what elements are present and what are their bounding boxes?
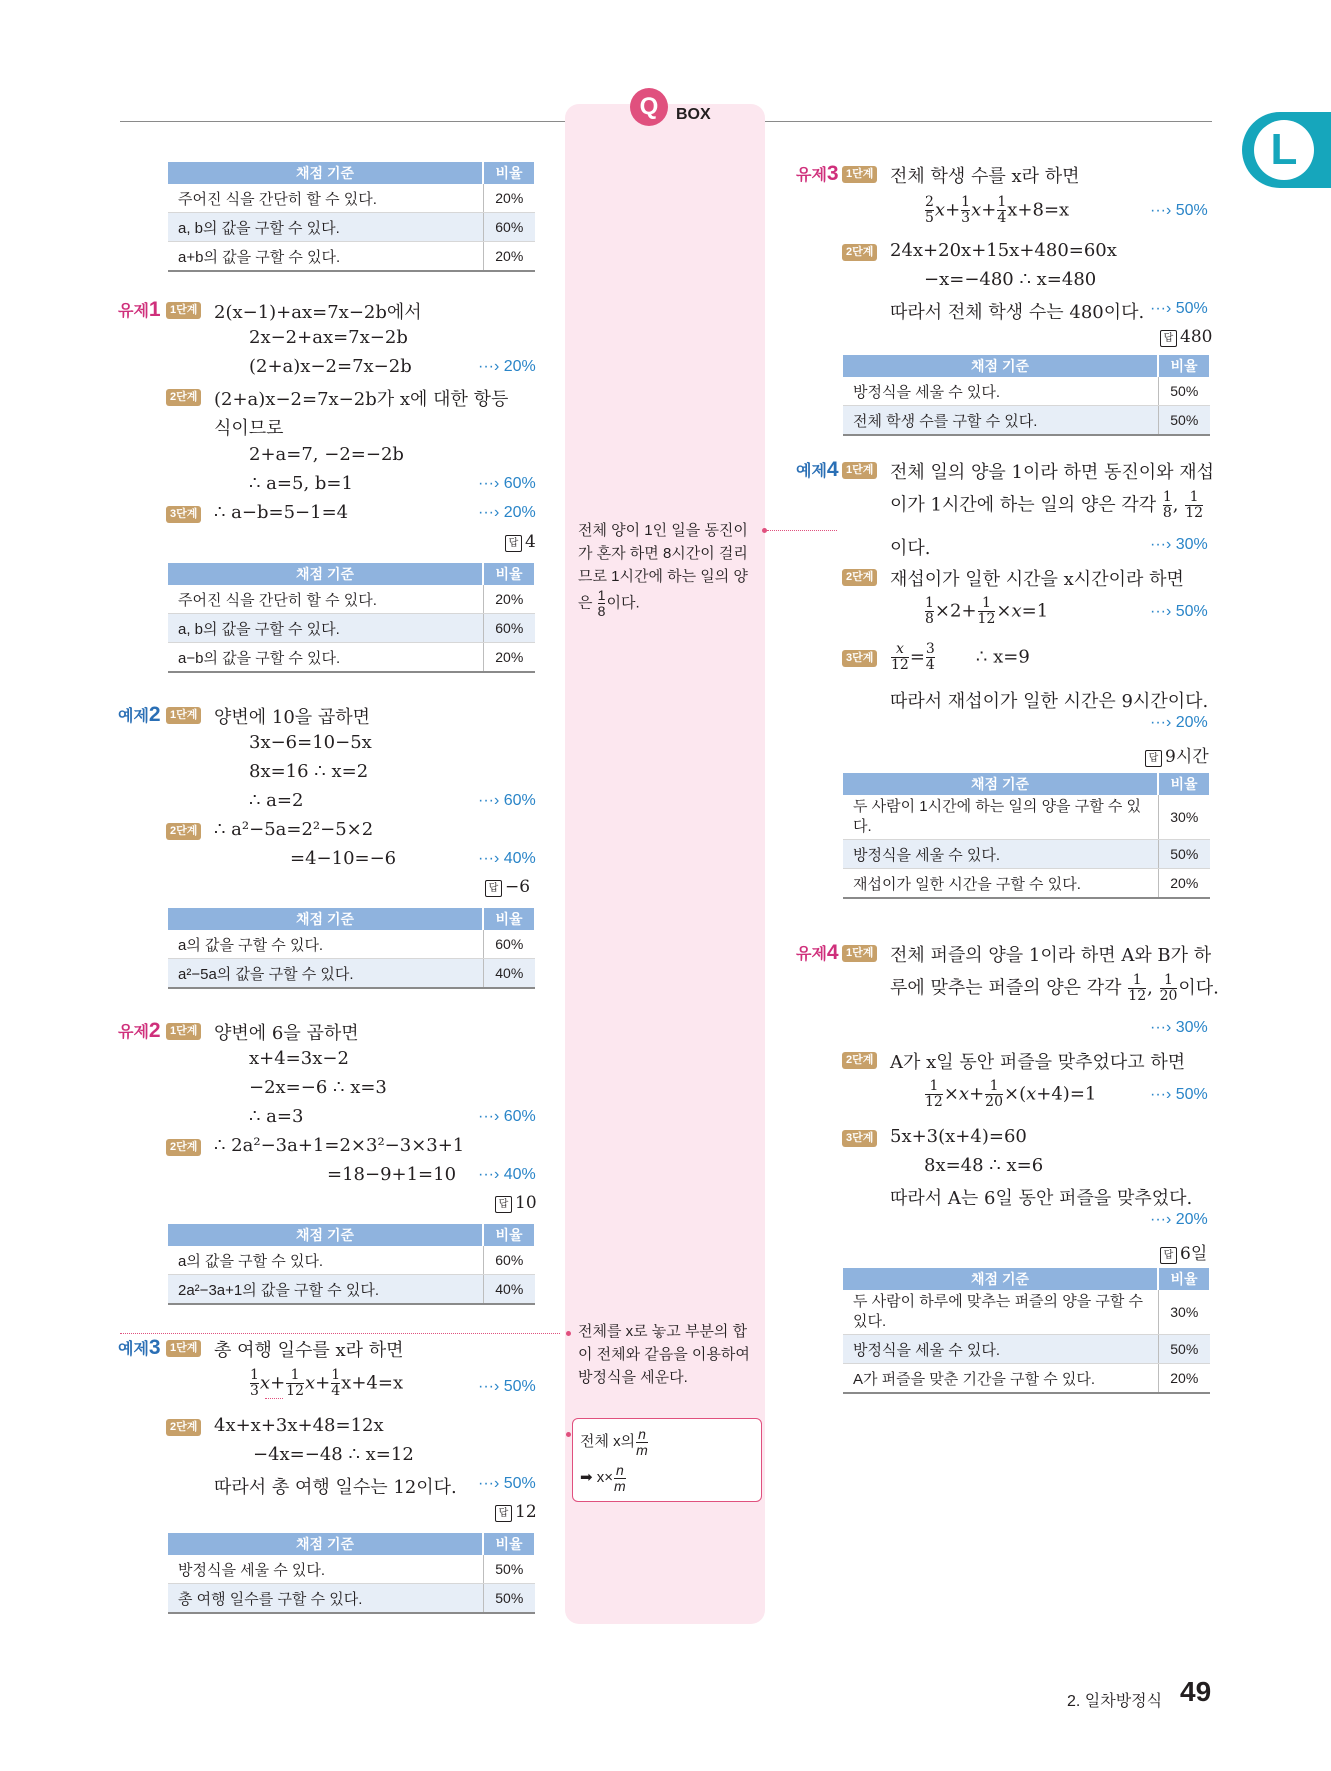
leader-dot xyxy=(566,1331,571,1336)
fraction: $\frac{2}{5}$ xyxy=(925,194,934,226)
score-percent: ···› 30% xyxy=(1150,536,1208,553)
ratio-cell: 60% xyxy=(483,213,535,242)
leader-line xyxy=(120,1333,560,1334)
ratio-cell: 50% xyxy=(1158,1335,1210,1364)
score-percent: ···› 20% xyxy=(1150,1211,1208,1228)
score-percent: ···› 50% xyxy=(478,1475,536,1492)
score-percent: ···› 60% xyxy=(478,792,536,809)
answer-value: 9시간 xyxy=(1165,747,1209,767)
answer-icon: 답 xyxy=(1160,1247,1177,1264)
yuje3-criteria-table xyxy=(843,355,1211,436)
fraction: $\frac{1}{12}$ xyxy=(925,1078,943,1110)
fraction: $\frac{1}{20}$ xyxy=(985,1078,1003,1110)
score-percent: ···› 50% xyxy=(1150,603,1208,620)
solution-line: 따라서 A는 6일 동안 퍼즐을 맞추었다. xyxy=(890,1188,1193,1209)
criteria-cell: 주어진 식을 간단히 할 수 있다. xyxy=(168,585,483,614)
criteria-cell: 2a²−3a+1의 값을 구할 수 있다. xyxy=(168,1275,483,1305)
yuje4-criteria-table xyxy=(843,1268,1211,1394)
score-percent: ···› 20% xyxy=(478,358,536,375)
ratio-cell: 50% xyxy=(1158,377,1210,406)
step-badge: 1단계 xyxy=(166,707,201,724)
criteria-header: 채점 기준 xyxy=(168,563,483,585)
fraction: $\frac{1}{12}$ xyxy=(1185,489,1204,521)
score-percent: ···› 50% xyxy=(1150,1086,1208,1103)
step-badge: 3단계 xyxy=(842,650,877,667)
criteria-cell: 재섭이가 일한 시간을 구할 수 있다. xyxy=(843,869,1158,899)
footer-chapter: 2. 일차방정식 xyxy=(1067,1693,1163,1710)
yuje1-criteria-table xyxy=(168,563,536,673)
solution-line: 2x−2+ax=7x−2b xyxy=(249,327,408,348)
ratio-cell: 30% xyxy=(1158,795,1210,840)
score-percent: ···› 50% xyxy=(478,1378,536,1395)
solution-line: 8x=16 ∴ x=2 xyxy=(249,761,369,782)
solution-line: x+4=3x−2 xyxy=(249,1048,349,1069)
example-kind: 유제 xyxy=(796,946,827,963)
ratio-cell: 20% xyxy=(1158,1364,1210,1394)
score-percent: ···› 60% xyxy=(478,475,536,492)
solution-line: −2x=−6 ∴ x=3 xyxy=(249,1077,387,1098)
criteria-cell: 전체 학생 수를 구할 수 있다. xyxy=(843,406,1158,436)
step-badge: 1단계 xyxy=(842,166,877,183)
solution-line: 따라서 총 여행 일수는 12이다. xyxy=(214,1477,457,1498)
qbox-note-3 xyxy=(580,1424,649,1496)
fraction: $\frac{1}{8}$ xyxy=(1162,489,1172,521)
score-percent: ···› 20% xyxy=(478,504,536,521)
qbox-column xyxy=(565,104,765,1624)
solution-line: 식이므로 xyxy=(214,418,284,439)
ratio-header: 비율 xyxy=(483,563,535,585)
equation-part: ×x+ xyxy=(943,1083,985,1105)
fraction: $\frac{n}{m}$ xyxy=(614,1461,626,1494)
example-number: 2 xyxy=(148,703,161,726)
equation-line xyxy=(924,1079,1096,1110)
criteria-cell: a, b의 값을 구할 수 있다. xyxy=(168,614,483,643)
example-kind: 유제 xyxy=(118,303,149,320)
fraction: $\frac{1}{8}$ xyxy=(925,595,934,627)
criteria-cell: 방정식을 세울 수 있다. xyxy=(843,377,1158,406)
score-percent: ···› 60% xyxy=(478,1108,536,1125)
solution-line: 5x+3(x+4)=60 xyxy=(890,1126,1027,1147)
answer-value: 12 xyxy=(515,1502,537,1522)
example-label-yuje2 xyxy=(118,1019,161,1043)
ratio-header: 비율 xyxy=(1158,773,1210,795)
fraction: $\frac{1}{12}$ xyxy=(286,1367,304,1399)
criteria-cell: a의 값을 구할 수 있다. xyxy=(168,1246,483,1275)
note-line: 전체를 x로 놓고 부분의 합 xyxy=(578,1323,748,1340)
ratio-cell: 20% xyxy=(483,184,535,213)
note-line: 이 전체와 같음을 이용하여 xyxy=(578,1346,750,1363)
equation-part: ×2+ xyxy=(934,600,977,622)
step-badge: 2단계 xyxy=(166,823,201,840)
example-kind: 예제 xyxy=(118,708,149,725)
criteria-header: 채점 기준 xyxy=(843,773,1158,795)
example-label-yuje4 xyxy=(796,941,839,965)
ratio-cell: 60% xyxy=(483,930,535,959)
ratio-cell: 50% xyxy=(1158,406,1210,436)
equation-part: ×(x+4)=1 xyxy=(1004,1083,1097,1105)
answer-value: 480 xyxy=(1180,327,1213,347)
note-text: 은 xyxy=(578,594,593,612)
criteria-cell: 두 사람이 하루에 맞추는 퍼즐의 양을 구할 수 있다. xyxy=(843,1290,1158,1335)
solution-line: 전체 일의 양을 1이라 하면 동진이와 재섭 xyxy=(890,462,1214,483)
solution-line: ∴ a−b=5−1=4 xyxy=(214,502,349,523)
step-badge: 2단계 xyxy=(842,1052,877,1069)
example-number: 4 xyxy=(826,941,839,964)
answer-icon: 답 xyxy=(1160,330,1177,347)
solution-line: ∴ 2a²−3a+1=2×3²−3×3+1 xyxy=(214,1135,465,1156)
ratio-cell: 30% xyxy=(1158,1290,1210,1335)
ratio-cell: 50% xyxy=(483,1584,535,1614)
solution-line: 24x+20x+15x+480=60x xyxy=(890,240,1117,261)
criteria-cell: 두 사람이 1시간에 하는 일의 양을 구할 수 있다. xyxy=(843,795,1158,840)
equation-line: $\frac{1}{3}$ x+ $\frac{1}{12}$ x+ $\frac{1}{4}$ x+4=x xyxy=(250,1367,404,1399)
criteria-cell: A가 퍼즐을 맞춘 기간을 구할 수 있다. xyxy=(843,1364,1158,1394)
yeje2-criteria-table xyxy=(168,908,536,989)
fraction: $\frac{1}{8}$ xyxy=(597,587,606,619)
ratio-cell: 20% xyxy=(483,242,535,272)
answer xyxy=(485,877,530,897)
criteria-cell: a²−5a의 값을 구할 수 있다. xyxy=(168,959,483,989)
step-badge: 2단계 xyxy=(842,569,877,586)
solution-line: ∴ a²−5a=2²−5×2 xyxy=(214,819,374,840)
solution-line: 전체 학생 수를 x라 하면 xyxy=(890,166,1080,187)
note-text: 전체 x의 xyxy=(580,1433,636,1450)
example-label-yuje1 xyxy=(118,298,161,322)
solution-line: =4−10=−6 xyxy=(290,848,397,869)
equation-line xyxy=(924,596,1048,627)
solution-line: ∴ a=3 xyxy=(249,1106,304,1127)
solution-line: A가 x일 동안 퍼즐을 맞추었다고 하면 xyxy=(890,1052,1186,1073)
example-kind: 예제 xyxy=(118,1341,149,1358)
example-label-yuje3 xyxy=(796,162,839,186)
answer-value: 4 xyxy=(525,532,536,552)
solution-line: −x=−480 ∴ x=480 xyxy=(924,269,1097,290)
qbox-note-1 xyxy=(578,519,748,619)
note-text: 이다. xyxy=(606,594,640,612)
criteria-cell: a, b의 값을 구할 수 있다. xyxy=(168,213,483,242)
fraction: $\frac{1}{12}$ xyxy=(1128,972,1147,1004)
ratio-header: 비율 xyxy=(483,162,535,184)
top-criteria-table xyxy=(168,162,536,272)
solution-line: 총 여행 일수를 x라 하면 xyxy=(214,1340,404,1361)
solution-line: 8x=48 ∴ x=6 xyxy=(924,1155,1044,1176)
criteria-cell: 주어진 식을 간단히 할 수 있다. xyxy=(168,184,483,213)
solution-line: 루에 맞추는 퍼즐의 양은 각각 $\frac{1}{12}$ , $\frac{1}{20}$ 이다. xyxy=(890,972,1219,1004)
solution-line: (2+a)x−2=7x−2b xyxy=(249,356,412,377)
score-percent: ···› 50% xyxy=(1150,202,1208,219)
criteria-header: 채점 기준 xyxy=(843,355,1158,377)
answer xyxy=(495,1502,537,1522)
fraction: $\frac{1}{4}$ xyxy=(331,1367,341,1399)
ratio-cell: 50% xyxy=(483,1555,535,1584)
example-kind: 예제 xyxy=(796,463,827,480)
yeje4-criteria-table xyxy=(843,773,1211,899)
score-percent: ···› 40% xyxy=(478,1166,536,1183)
step-badge: 2단계 xyxy=(166,1419,201,1436)
solution-line: 4x+x+3x+48=12x xyxy=(214,1415,384,1436)
yuje2-criteria-table xyxy=(168,1224,536,1305)
solution-line: 이다. xyxy=(890,538,931,559)
solution-line: (2+a)x−2=7x−2b가 x에 대한 항등 xyxy=(214,389,509,410)
solution-text: 이다. xyxy=(1178,977,1219,999)
score-percent: ···› 20% xyxy=(1150,714,1208,731)
score-percent: ···› 50% xyxy=(1150,300,1208,317)
criteria-header: 채점 기준 xyxy=(168,1533,483,1555)
criteria-cell: 방정식을 세울 수 있다. xyxy=(843,840,1158,869)
fraction: $\frac{1}{3}$ xyxy=(250,1367,259,1399)
step-badge: 3단계 xyxy=(166,506,201,523)
example-number: 3 xyxy=(148,1336,161,1359)
score-percent: ···› 30% xyxy=(1150,1019,1208,1036)
fraction: $\frac{n}{m}$ xyxy=(636,1425,648,1458)
ratio-cell: 60% xyxy=(483,1246,535,1275)
step-badge: 1단계 xyxy=(166,1023,201,1040)
equation-tail: x+4=x xyxy=(341,1372,404,1394)
answer-icon: 답 xyxy=(495,1196,512,1213)
solution-line: 이가 1시간에 하는 일의 양은 각각 $\frac{1}{8}$ , $\frac{1}{12}$ xyxy=(890,489,1204,521)
solution-line: −4x=−48 ∴ x=12 xyxy=(253,1444,414,1465)
fraction: $\frac{1}{20}$ xyxy=(1159,972,1178,1004)
solution-text: 루에 맞추는 퍼즐의 양은 각각 xyxy=(890,977,1122,999)
criteria-cell: 총 여행 일수를 구할 수 있다. xyxy=(168,1584,483,1614)
solution-line: 2(x−1)+ax=7x−2b에서 xyxy=(214,302,422,323)
page-number: 49 xyxy=(1180,1676,1212,1707)
note-line xyxy=(580,1424,649,1460)
score-percent: ···› 40% xyxy=(478,850,536,867)
step-badge: 2단계 xyxy=(842,244,877,261)
criteria-cell: 방정식을 세울 수 있다. xyxy=(168,1555,483,1584)
answer xyxy=(505,532,536,552)
equation-tail: x+8=x xyxy=(1007,199,1070,221)
answer-icon: 답 xyxy=(485,880,502,897)
ratio-cell: 20% xyxy=(483,643,535,673)
solution-line: 따라서 전체 학생 수는 480이다. xyxy=(890,302,1145,323)
ratio-header: 비율 xyxy=(483,1224,535,1246)
step-badge: 2단계 xyxy=(166,1139,201,1156)
criteria-header: 채점 기준 xyxy=(168,908,483,930)
note-text: ➡ x× xyxy=(580,1469,613,1486)
note-line: 가 혼자 하면 8시간이 걸리 xyxy=(578,545,748,562)
example-number: 4 xyxy=(826,458,839,481)
solution-line: 따라서 재섭이가 일한 시간은 9시간이다. xyxy=(890,691,1209,712)
answer xyxy=(495,1193,537,1213)
ratio-cell: 40% xyxy=(483,959,535,989)
equation-line: $\frac{2}{5}$ x+ $\frac{1}{3}$ x+ $\frac{1}{4}$ x+8=x xyxy=(925,194,1070,226)
yeje3-criteria-table xyxy=(168,1533,536,1614)
leader-line xyxy=(767,530,837,531)
ratio-cell: 40% xyxy=(483,1275,535,1305)
header-rule-right xyxy=(764,121,1212,122)
solution-text: 이가 1시간에 하는 일의 양은 각각 xyxy=(890,494,1157,516)
answer xyxy=(1145,742,1209,767)
criteria-cell: a+b의 값을 구할 수 있다. xyxy=(168,242,483,272)
solution-line: 재섭이가 일한 시간을 x시간이라 하면 xyxy=(890,569,1184,590)
qbox-note-2 xyxy=(578,1320,750,1389)
ratio-header: 비율 xyxy=(1158,1268,1210,1290)
equation-line: $\frac{x}{12}$ = $\frac{3}{4}$ ∴ x=9 xyxy=(891,641,1030,673)
example-number: 3 xyxy=(826,162,839,185)
solution-line: 전체 퍼즐의 양을 1이라 하면 A와 B가 하 xyxy=(890,945,1212,966)
solution-line: 3x−6=10−5x xyxy=(249,732,372,753)
ratio-cell: 60% xyxy=(483,614,535,643)
fraction: $\frac{x}{12}$ xyxy=(891,641,909,673)
answer-icon: 답 xyxy=(1145,750,1162,767)
example-kind: 유제 xyxy=(118,1024,149,1041)
answer-value: 10 xyxy=(515,1193,537,1213)
answer xyxy=(1160,1239,1207,1264)
step-badge: 2단계 xyxy=(166,389,201,406)
ratio-cell: 50% xyxy=(1158,840,1210,869)
equation-part: ×x=1 xyxy=(996,600,1049,622)
solution-line: 양변에 10을 곱하면 xyxy=(214,707,371,728)
criteria-header: 채점 기준 xyxy=(168,1224,483,1246)
solution-line: ∴ a=2 xyxy=(249,790,304,811)
solution-line: 양변에 6을 곱하면 xyxy=(214,1023,359,1044)
answer xyxy=(1160,327,1212,347)
header-rule-left xyxy=(120,121,566,122)
answer-icon: 답 xyxy=(505,535,522,552)
ratio-cell: 20% xyxy=(1158,869,1210,899)
example-number: 1 xyxy=(148,298,161,321)
fraction: $\frac{1}{4}$ xyxy=(997,194,1007,226)
ratio-cell: 20% xyxy=(483,585,535,614)
note-line: 방정식을 세운다. xyxy=(578,1369,688,1386)
fraction: $\frac{1}{12}$ xyxy=(977,595,996,627)
answer-value: −6 xyxy=(505,877,531,897)
qbox-label: BOX xyxy=(676,106,711,123)
qbox-badge: Q xyxy=(630,88,668,126)
solution-line: ∴ a=5, b=1 xyxy=(249,473,353,494)
ratio-header: 비율 xyxy=(483,1533,535,1555)
note-line: 므로 1시간에 하는 일의 양 xyxy=(578,568,748,585)
example-kind: 유제 xyxy=(796,167,827,184)
example-number: 2 xyxy=(148,1019,161,1042)
step-badge: 1단계 xyxy=(166,1340,201,1357)
chapter-tab-letter: L xyxy=(1254,120,1314,180)
example-label-yeje3 xyxy=(118,1336,161,1360)
fraction: $\frac{1}{3}$ xyxy=(961,194,971,226)
leader-dot xyxy=(566,1432,571,1437)
step-badge: 3단계 xyxy=(842,1130,877,1147)
example-label-yeje2 xyxy=(118,703,161,727)
note-line: 전체 양이 1인 일을 동진이 xyxy=(578,522,748,539)
solution-line: =18−9+1=10 xyxy=(327,1164,457,1185)
answer-value: 6일 xyxy=(1180,1244,1208,1264)
step-badge: 1단계 xyxy=(166,302,201,319)
criteria-header: 채점 기준 xyxy=(168,162,483,184)
step-badge: 1단계 xyxy=(842,462,877,479)
ratio-header: 비율 xyxy=(483,908,535,930)
example-label-yeje4 xyxy=(796,458,839,482)
equation-part: ∴ x=9 xyxy=(975,646,1030,668)
answer-icon: 답 xyxy=(495,1505,512,1522)
solution-line: 2+a=7, −2=−2b xyxy=(249,444,404,465)
note-line xyxy=(578,588,748,619)
criteria-cell: a−b의 값을 구할 수 있다. xyxy=(168,643,483,673)
criteria-cell: 방정식을 세울 수 있다. xyxy=(843,1335,1158,1364)
step-badge: 1단계 xyxy=(842,945,877,962)
note-line xyxy=(580,1460,649,1496)
fraction: $\frac{3}{4}$ xyxy=(925,641,935,673)
criteria-header: 채점 기준 xyxy=(843,1268,1158,1290)
ratio-header: 비율 xyxy=(1158,355,1210,377)
criteria-cell: a의 값을 구할 수 있다. xyxy=(168,930,483,959)
leader-line xyxy=(265,1398,283,1399)
